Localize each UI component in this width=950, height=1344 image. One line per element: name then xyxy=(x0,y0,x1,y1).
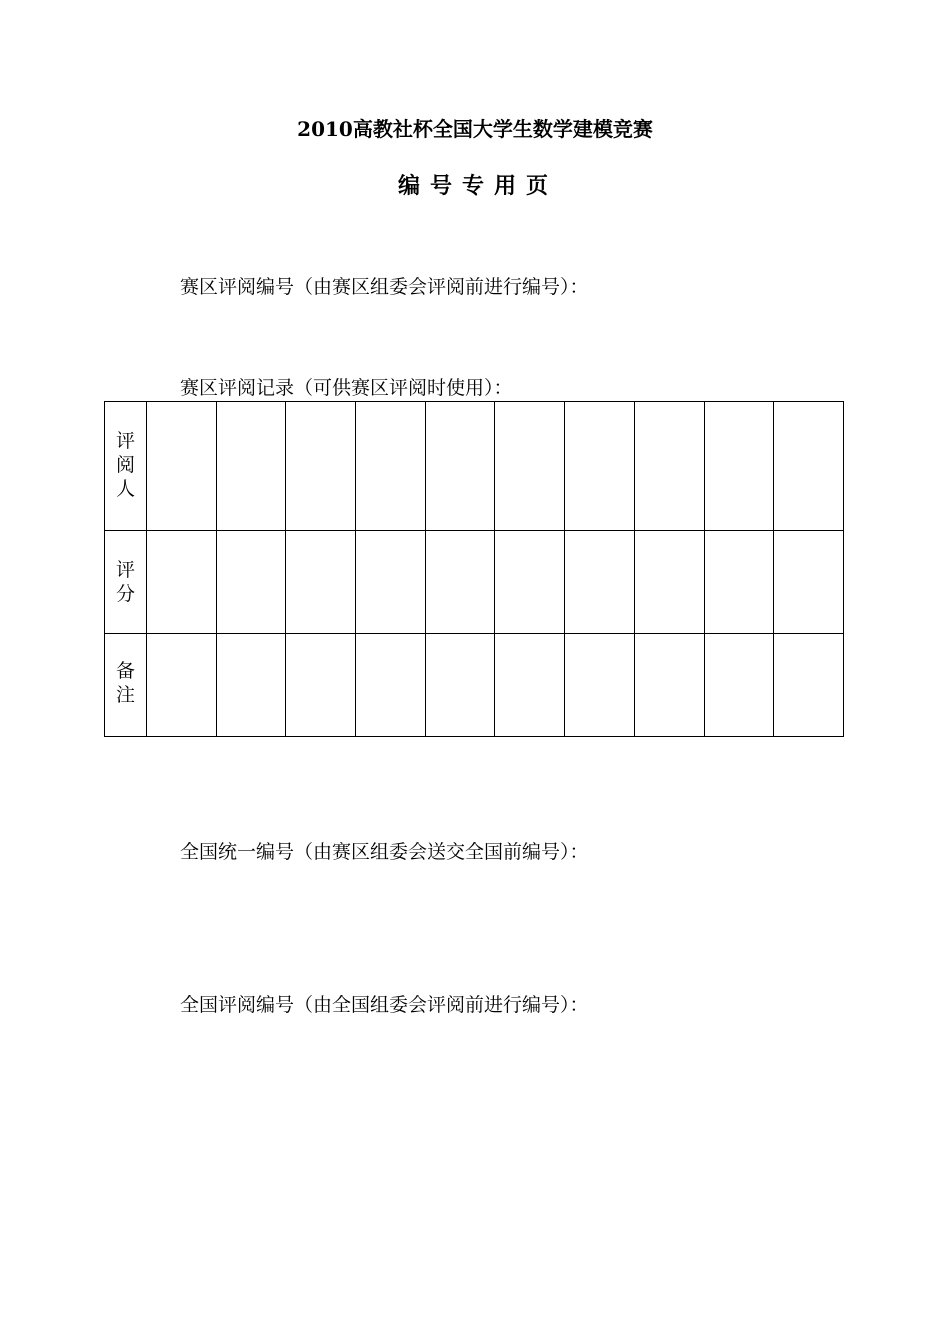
table-cell[interactable] xyxy=(147,634,217,737)
table-cell[interactable] xyxy=(147,531,217,634)
table-cell[interactable] xyxy=(286,402,356,531)
table-cell[interactable] xyxy=(774,402,844,531)
national-unified-number-label: 全国统一编号（由赛区组委会送交全国前编号）： xyxy=(180,841,589,863)
table-cell[interactable] xyxy=(774,634,844,737)
table-cell[interactable] xyxy=(425,402,495,531)
table-cell[interactable] xyxy=(634,531,704,634)
table-cell[interactable] xyxy=(425,634,495,737)
review-record-table xyxy=(104,401,844,737)
row-label-reviewer: 评阅人 xyxy=(105,402,147,531)
table-cell[interactable] xyxy=(356,531,426,634)
table-cell[interactable] xyxy=(634,634,704,737)
table-cell[interactable] xyxy=(565,531,635,634)
table-cell[interactable] xyxy=(565,634,635,737)
national-review-number-label: 全国评阅编号（由全国组委会评阅前进行编号）： xyxy=(180,994,589,1016)
table-row-notes xyxy=(105,634,844,737)
table-cell[interactable] xyxy=(425,531,495,634)
table-cell[interactable] xyxy=(216,402,286,531)
table-cell[interactable] xyxy=(704,634,774,737)
table-cell[interactable] xyxy=(147,402,217,531)
table-cell[interactable] xyxy=(634,402,704,531)
table-cell[interactable] xyxy=(774,531,844,634)
table-cell[interactable] xyxy=(216,531,286,634)
table-row-reviewer xyxy=(105,402,844,531)
page-subtitle: 编号专用页 xyxy=(397,173,558,199)
table-cell[interactable] xyxy=(495,531,565,634)
row-label-notes: 备注 xyxy=(105,634,147,737)
regional-review-record-label: 赛区评阅记录（可供赛区评阅时使用）： xyxy=(180,377,513,399)
table-cell[interactable] xyxy=(704,402,774,531)
table-cell[interactable] xyxy=(356,402,426,531)
table-cell[interactable] xyxy=(495,634,565,737)
table-cell[interactable] xyxy=(495,402,565,531)
table-cell[interactable] xyxy=(704,531,774,634)
table-cell[interactable] xyxy=(565,402,635,531)
row-label-score: 评分 xyxy=(105,531,147,634)
table-cell[interactable] xyxy=(286,531,356,634)
page-title: 2010高教社杯全国大学生数学建模竞赛 xyxy=(297,117,653,141)
table-cell[interactable] xyxy=(216,634,286,737)
table-cell[interactable] xyxy=(286,634,356,737)
table-row-score xyxy=(105,531,844,634)
table-cell[interactable] xyxy=(356,634,426,737)
regional-review-number-label: 赛区评阅编号（由赛区组委会评阅前进行编号）： xyxy=(180,276,589,298)
